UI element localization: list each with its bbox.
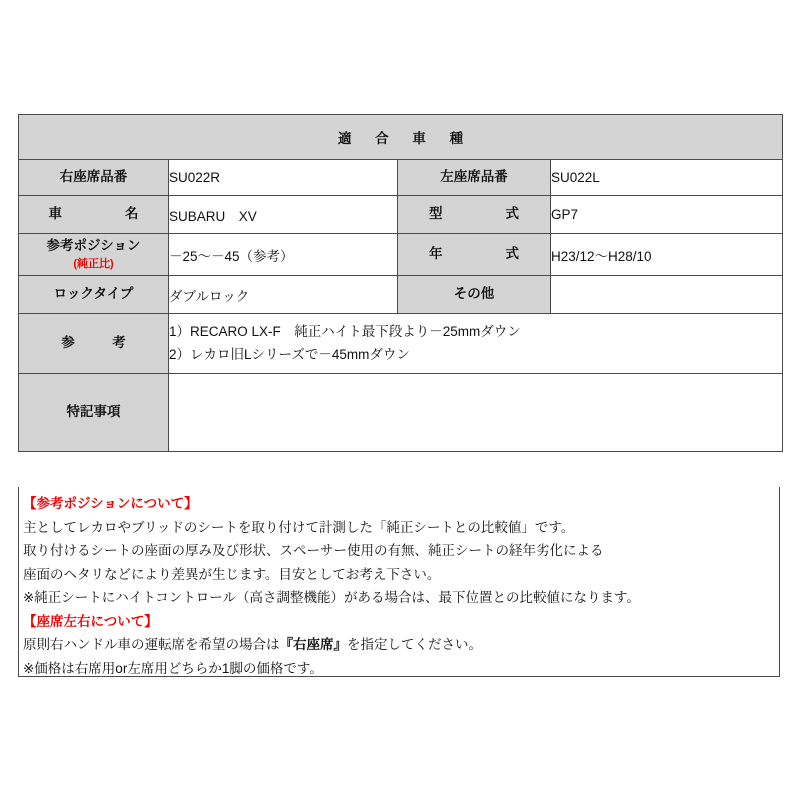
- value-model-code: GP7: [551, 196, 783, 234]
- value-reference-position: －25～－45（参考）: [169, 234, 398, 276]
- table-row-reference-notes: [19, 314, 783, 374]
- label-reference-text: 参 考: [61, 335, 138, 351]
- table-row-reference-position: [19, 234, 783, 276]
- label-model-year: [398, 234, 551, 276]
- value-left-seat-part-no: SU022L: [551, 160, 783, 196]
- notes-line-5-post: を指定してください。: [347, 637, 482, 652]
- table-row-car-name: [19, 196, 783, 234]
- vehicle-fitment-table: [18, 114, 783, 452]
- label-model-year-text: 年 式: [429, 246, 531, 262]
- reference-note-line-2: 2）レカロ旧Lシリーズで－45mmダウン: [169, 346, 410, 362]
- label-model-code: [398, 196, 551, 234]
- value-other: [551, 276, 783, 314]
- notes-block: [18, 487, 780, 677]
- table-row-part-numbers: [19, 160, 783, 196]
- label-lock-type: ロックタイプ: [19, 276, 169, 314]
- label-reference-position-sub: (純正比): [73, 257, 114, 270]
- label-other: その他: [398, 276, 551, 314]
- value-lock-type: ダブルロック: [169, 276, 398, 314]
- label-right-seat-part-no: 右座席品番: [19, 160, 169, 196]
- table-row-lock-type: [19, 276, 783, 314]
- notes-line-5: [23, 633, 779, 657]
- notes-line-6: ※価格は右席用or左席用どちらか1脚の価格です。: [23, 660, 323, 676]
- label-left-seat-part-no: 左座席品番: [398, 160, 551, 196]
- table-header-row: [19, 115, 783, 160]
- notes-heading-reference-position: 【参考ポジションについて】: [23, 496, 198, 511]
- notes-line-2: 取り付けるシートの座面の厚み及び形状、スペーサー使用の有無、純正シートの経年劣化による: [23, 543, 604, 558]
- notes-line-3: 座面のヘタリなどにより差異が生じます。目安としてお考え下さい。: [23, 566, 441, 582]
- label-special-notes: 特記事項: [19, 374, 169, 452]
- label-reference-position: [19, 234, 169, 276]
- notes-line-4: ※純正シートにハイトコントロール（高さ調整機能）がある場合は、最下位置との比較値になります。: [23, 590, 640, 605]
- label-reference: [19, 314, 169, 374]
- label-car-name-text: 車 名: [48, 206, 151, 222]
- notes-heading-seat-side: 【座席左右について】: [23, 613, 158, 629]
- notes-line-5-emphasis: 『右座席』: [279, 637, 347, 652]
- label-car-name: [19, 196, 169, 234]
- table-title: 適 合 車 種: [19, 115, 783, 160]
- value-special-notes: [169, 374, 783, 452]
- notes-line-5-pre: 原則右ハンドル車の運転席を希望の場合は: [23, 637, 280, 652]
- value-car-name: SUBARU XV: [169, 196, 398, 234]
- notes-line-1: 主としてレカロやブリッドのシートを取り付けて計測した「純正シートとの比較値」です。: [23, 519, 575, 535]
- value-right-seat-part-no: SU022R: [169, 160, 398, 196]
- table-row-special-notes: [19, 374, 783, 452]
- label-reference-position-text: 参考ポジション: [46, 238, 141, 254]
- value-model-year: H23/12～H28/10: [551, 234, 783, 276]
- value-reference-notes: [169, 314, 783, 374]
- reference-note-line-1: 1）RECARO LX-F 純正ハイト最下段より－25mmダウン: [169, 323, 521, 339]
- label-model-code-text: 型 式: [429, 206, 531, 222]
